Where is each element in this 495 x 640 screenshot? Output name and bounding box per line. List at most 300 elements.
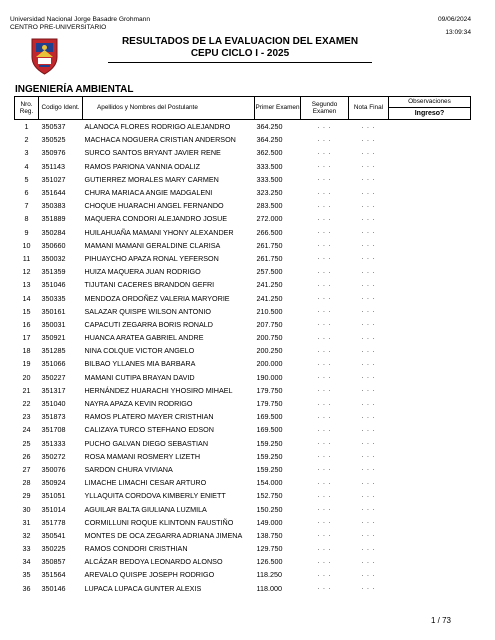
cell-segundo-examen: . . .: [317, 506, 332, 513]
cell-primer-examen: 333.500: [256, 161, 283, 171]
table-row: [15, 318, 471, 331]
cell-primer-examen: 241.250: [256, 280, 283, 290]
cell-segundo-examen: . . .: [317, 532, 332, 539]
cell-primer-examen: 257.500: [256, 267, 283, 277]
table-row: [15, 239, 471, 252]
cell-nota-final: . . .: [361, 519, 376, 526]
cell-nota-final: . . .: [361, 453, 376, 460]
cell-codigo: 351873: [41, 412, 66, 422]
cell-codigo: 351889: [41, 214, 66, 224]
cell-nro: 35: [22, 570, 31, 580]
cell-codigo: 351040: [41, 399, 66, 409]
cell-primer-examen: 159.250: [256, 438, 283, 448]
cell-observaciones: [389, 555, 471, 568]
cell-nombre: SALAZAR QUISPE WILSON ANTONIO: [84, 306, 211, 316]
cell-segundo-examen: . . .: [317, 321, 332, 328]
cell-codigo: 351285: [41, 346, 66, 356]
cell-segundo-examen: . . .: [317, 334, 332, 341]
cell-nombre: YLLAQUITA CORDOVA KIMBERLY ENIETT: [84, 491, 226, 501]
cell-observaciones: [389, 305, 471, 318]
cell-primer-examen: 272.000: [256, 214, 283, 224]
cell-nombre: SARDON CHURA VIVIANA: [84, 464, 173, 474]
cell-nro: 24: [22, 425, 31, 435]
cell-observaciones: [389, 199, 471, 212]
cell-nombre: MACHACA NOGUERA CRISTIAN ANDERSON: [84, 135, 236, 145]
cell-nro: 21: [22, 385, 31, 395]
cell-nombre: HUANCA ARATEA GABRIEL ANDRE: [84, 333, 204, 343]
cell-nro: 25: [22, 438, 31, 448]
column-header-segundo: Segundo Examen: [301, 97, 349, 120]
cell-nota-final: . . .: [361, 123, 376, 130]
cell-segundo-examen: . . .: [317, 374, 332, 381]
cell-observaciones: [389, 278, 471, 291]
cell-nombre: SURCO SANTOS BRYANT JAVIER RENE: [84, 148, 221, 158]
cell-segundo-examen: . . .: [317, 400, 332, 407]
cell-observaciones: [389, 516, 471, 529]
cell-nota-final: . . .: [361, 360, 376, 367]
cell-primer-examen: 364.250: [256, 122, 283, 132]
cell-primer-examen: 283.500: [256, 201, 283, 211]
table-row: [15, 529, 471, 542]
table-row: [15, 463, 471, 476]
cell-codigo: 351359: [41, 267, 66, 277]
cell-nombre: PIHUAYCHO APAZA RONAL YEFERSON: [84, 253, 219, 263]
cell-primer-examen: 179.750: [256, 399, 283, 409]
cell-nro: 30: [22, 504, 31, 514]
cell-nombre: TIJUTANI CACERES BRANDON GEFRI: [84, 280, 215, 290]
cell-nombre: HERNÁNDEZ HUARACHI YHOSIRO MIHAEL: [84, 385, 233, 395]
cell-nota-final: . . .: [361, 374, 376, 381]
cell-segundo-examen: . . .: [317, 453, 332, 460]
cell-primer-examen: 159.250: [256, 464, 283, 474]
cell-nota-final: . . .: [361, 215, 376, 222]
table-row: [15, 397, 471, 410]
cell-segundo-examen: . . .: [317, 308, 332, 315]
cell-nombre: HUILAHUAÑA MAMANI YHONY ALEXANDER: [84, 227, 234, 237]
cell-nota-final: . . .: [361, 229, 376, 236]
cell-observaciones: [389, 397, 471, 410]
cell-nro: 33: [22, 544, 31, 554]
cell-segundo-examen: . . .: [317, 149, 332, 156]
column-header-primer: Primer Examen: [255, 97, 301, 120]
cell-observaciones: [389, 331, 471, 344]
table-row: [15, 212, 471, 225]
cell-nro: 6: [24, 188, 29, 198]
cell-nota-final: . . .: [361, 387, 376, 394]
cell-segundo-examen: . . .: [317, 571, 332, 578]
cell-codigo: 351066: [41, 359, 66, 369]
cell-nombre: AREVALO QUISPE JOSEPH RODRIGO: [84, 570, 215, 580]
table-row: [15, 502, 471, 515]
table-row: [15, 146, 471, 159]
cell-nro: 15: [22, 306, 31, 316]
cell-nro: 34: [22, 557, 31, 567]
table-header-row: [15, 97, 471, 120]
cell-nro: 22: [22, 399, 31, 409]
column-header-observaciones: [389, 97, 471, 120]
cell-segundo-examen: . . .: [317, 545, 332, 552]
cell-segundo-examen: . . .: [317, 387, 332, 394]
cell-nro: 5: [24, 174, 29, 184]
table-row: [15, 133, 471, 146]
cell-nro: 9: [24, 227, 29, 237]
cell-observaciones: [389, 265, 471, 278]
cell-nombre: HUIZA MAQUERA JUAN RODRIGO: [84, 267, 201, 277]
cell-codigo: 350335: [41, 293, 66, 303]
cell-codigo: 350525: [41, 135, 66, 145]
cell-primer-examen: 179.750: [256, 385, 283, 395]
results-table: [14, 96, 471, 595]
cell-nro: 11: [22, 253, 31, 263]
cell-observaciones: [389, 410, 471, 423]
cell-primer-examen: 169.500: [256, 425, 283, 435]
cell-codigo: 351333: [41, 438, 66, 448]
cell-observaciones: [389, 226, 471, 239]
cell-segundo-examen: . . .: [317, 466, 332, 473]
cell-observaciones: [389, 450, 471, 463]
cell-segundo-examen: . . .: [317, 281, 332, 288]
cell-nota-final: . . .: [361, 281, 376, 288]
cell-nro: 19: [22, 359, 31, 369]
cell-codigo: 351014: [41, 504, 66, 514]
table-row: [15, 291, 471, 304]
cell-observaciones: [389, 120, 471, 134]
cell-nro: 18: [22, 346, 31, 356]
institution-header: [10, 16, 150, 32]
table-row: [15, 226, 471, 239]
cell-nota-final: . . .: [361, 255, 376, 262]
cell-nombre: AGUILAR BALTA GIULIANA LUZMILA: [84, 504, 207, 514]
cell-codigo: 351143: [41, 161, 65, 171]
cell-codigo: 350272: [41, 451, 66, 461]
cell-nro: 32: [22, 530, 31, 540]
report-time: 13:09:34: [445, 29, 471, 36]
cell-segundo-examen: . . .: [317, 189, 332, 196]
cell-nro: 23: [22, 412, 31, 422]
cell-codigo: 351778: [41, 517, 66, 527]
cell-nro: 28: [22, 478, 31, 488]
cell-nota-final: . . .: [361, 479, 376, 486]
cell-nota-final: . . .: [361, 400, 376, 407]
cell-nota-final: . . .: [361, 426, 376, 433]
cell-codigo: 351046: [41, 280, 66, 290]
table-row: [15, 305, 471, 318]
cell-nota-final: . . .: [361, 321, 376, 328]
cell-segundo-examen: . . .: [317, 413, 332, 420]
cell-nombre: CHOQUE HUARACHI ANGEL FERNANDO: [84, 201, 224, 211]
cell-primer-examen: 364.250: [256, 135, 283, 145]
cell-nota-final: . . .: [361, 347, 376, 354]
page-indicator: 1 / 73: [430, 616, 451, 625]
cell-primer-examen: 118.250: [256, 570, 282, 580]
cell-observaciones: [389, 568, 471, 581]
cell-nota-final: . . .: [361, 545, 376, 552]
cell-segundo-examen: . . .: [317, 163, 332, 170]
cell-nota-final: . . .: [361, 506, 376, 513]
cell-nombre: RAMOS PARIONA VANNIA ODALIZ: [84, 161, 201, 171]
cell-nombre: CAPACUTI ZEGARRA BORIS RONALD: [84, 319, 213, 329]
cell-nro: 10: [22, 240, 31, 250]
cell-observaciones: [389, 476, 471, 489]
cell-observaciones: [389, 318, 471, 331]
cell-observaciones: [389, 423, 471, 436]
cell-codigo: 350857: [41, 557, 66, 567]
university-name: Universidad Nacional Jorge Basadre Grohmann: [10, 16, 151, 23]
table-row: [15, 278, 471, 291]
cell-nro: 2: [24, 135, 29, 145]
table-row: [15, 516, 471, 529]
cell-primer-examen: 333.500: [256, 174, 283, 184]
cell-primer-examen: 129.750: [256, 544, 283, 554]
cell-primer-examen: 200.250: [256, 346, 283, 356]
cell-nota-final: . . .: [361, 189, 376, 196]
cell-primer-examen: 152.750: [256, 491, 283, 501]
cell-segundo-examen: . . .: [317, 426, 332, 433]
cell-nombre: ALCÁZAR BEDOYA LEONARDO ALONSO: [84, 557, 223, 567]
cell-codigo: 350225: [41, 544, 66, 554]
column-header-codigo: Codigo Ident.: [39, 97, 83, 120]
cell-primer-examen: 200.750: [256, 333, 283, 343]
cell-nota-final: . . .: [361, 242, 376, 249]
cell-nro: 12: [22, 267, 31, 277]
cell-codigo: 350146: [41, 583, 66, 593]
cell-codigo: 350537: [41, 122, 66, 132]
table-row: [15, 357, 471, 370]
cell-codigo: 351317: [41, 385, 66, 395]
cell-observaciones: [389, 212, 471, 225]
page-subtitle: CEPU CICLO I - 2025: [190, 48, 290, 59]
cell-nro: 17: [22, 333, 31, 343]
cell-observaciones: [389, 437, 471, 450]
cell-nro: 16: [22, 319, 31, 329]
table-row: [15, 265, 471, 278]
table-row: [15, 582, 471, 595]
cell-nro: 20: [22, 372, 31, 382]
cell-nota-final: . . .: [361, 558, 376, 565]
cell-primer-examen: 126.500: [256, 557, 283, 567]
table-row: [15, 423, 471, 436]
cell-nota-final: . . .: [361, 413, 376, 420]
cell-nota-final: . . .: [361, 295, 376, 302]
cell-codigo: 350924: [41, 478, 66, 488]
table-row: [15, 410, 471, 423]
table-row: [15, 331, 471, 344]
cell-segundo-examen: . . .: [317, 268, 332, 275]
cell-primer-examen: 241.250: [256, 293, 283, 303]
cell-primer-examen: 190.000: [256, 372, 283, 382]
cell-nro: 36: [22, 583, 31, 593]
cell-nota-final: . . .: [361, 149, 376, 156]
cell-observaciones: [389, 463, 471, 476]
cell-nota-final: . . .: [361, 136, 376, 143]
cell-observaciones: [389, 529, 471, 542]
cell-observaciones: [389, 384, 471, 397]
cell-nombre: MAQUERA CONDORI ALEJANDRO JOSUE: [84, 214, 228, 224]
cell-primer-examen: 362.500: [256, 148, 283, 158]
cell-codigo: 351564: [41, 570, 66, 580]
cell-nota-final: . . .: [361, 440, 376, 447]
cell-nombre: MAMANI CUTIPA BRAYAN DAVID: [84, 372, 195, 382]
cell-observaciones: [389, 542, 471, 555]
table-row: [15, 384, 471, 397]
cell-segundo-examen: . . .: [317, 440, 332, 447]
cell-segundo-examen: . . .: [317, 123, 332, 130]
column-header-ingreso: Ingreso?: [414, 109, 445, 117]
cell-codigo: 350976: [41, 148, 66, 158]
cell-primer-examen: 138.750: [256, 530, 283, 540]
cell-nro: 14: [22, 293, 31, 303]
page-title: RESULTADOS DE LA EVALUACION DEL EXAMEN: [121, 36, 359, 47]
university-logo-icon: [28, 35, 61, 75]
cell-nota-final: . . .: [361, 334, 376, 341]
cell-nro: 29: [22, 491, 31, 501]
cell-segundo-examen: . . .: [317, 519, 332, 526]
cell-observaciones: [389, 160, 471, 173]
cell-segundo-examen: . . .: [317, 229, 332, 236]
cell-nombre: MENDOZA ORDOÑEZ VALERIA MARYORIE: [84, 293, 230, 303]
table-row: [15, 344, 471, 357]
table-row: [15, 186, 471, 199]
cell-nota-final: . . .: [361, 268, 376, 275]
cell-segundo-examen: . . .: [317, 558, 332, 565]
title-divider: [108, 62, 372, 63]
cell-observaciones: [389, 146, 471, 159]
cell-observaciones: [389, 173, 471, 186]
cell-codigo: 350660: [41, 240, 66, 250]
cell-segundo-examen: . . .: [317, 136, 332, 143]
cell-codigo: 350541: [41, 530, 66, 540]
cell-segundo-examen: . . .: [317, 479, 332, 486]
cell-observaciones: [389, 357, 471, 370]
cell-nota-final: . . .: [361, 492, 376, 499]
cell-nombre: LUPACA LUPACA GUNTER ALEXIS: [84, 583, 202, 593]
cell-primer-examen: 159.250: [256, 451, 283, 461]
cell-observaciones: [389, 489, 471, 502]
table-row: [15, 450, 471, 463]
cell-primer-examen: 169.500: [256, 412, 283, 422]
table-row: [15, 120, 471, 134]
cell-primer-examen: 154.000: [256, 478, 283, 488]
cell-primer-examen: 118.000: [256, 583, 282, 593]
cell-nombre: NINA COLQUE VICTOR ANGELO: [84, 346, 195, 356]
cell-nombre: LIMACHE LIMACHI CESAR ARTURO: [84, 478, 207, 488]
cell-segundo-examen: . . .: [317, 215, 332, 222]
cell-nombre: MAMANI MAMANI GERALDINE CLARISA: [84, 240, 221, 250]
cell-nombre: CALIZAYA TURCO STEFHANO EDSON: [84, 425, 214, 435]
cell-nro: 26: [22, 451, 31, 461]
cell-observaciones: [389, 502, 471, 515]
cell-nota-final: . . .: [361, 202, 376, 209]
cell-codigo: 351051: [41, 491, 66, 501]
cell-nombre: RAMOS PLATERO MAYER CRISTHIAN: [84, 412, 214, 422]
cell-nro: 8: [24, 214, 29, 224]
cell-nombre: ALANOCA FLORES RODRIGO ALEJANDRO: [84, 122, 231, 132]
cell-primer-examen: 210.500: [256, 306, 283, 316]
cell-observaciones: [389, 371, 471, 384]
column-header-nombre: Apellidos y Nombres del Postulante: [83, 97, 255, 120]
table-row: [15, 476, 471, 489]
table-row: [15, 173, 471, 186]
cell-segundo-examen: . . .: [317, 347, 332, 354]
cell-nota-final: . . .: [361, 466, 376, 473]
table-row: [15, 252, 471, 265]
cell-nro: 1: [24, 122, 29, 132]
cell-nombre: ROSA MAMANI ROSMERY LIZETH: [84, 451, 201, 461]
cell-nro: 7: [24, 201, 29, 211]
cell-observaciones: [389, 252, 471, 265]
cell-primer-examen: 323.250: [256, 188, 283, 198]
cell-primer-examen: 266.500: [256, 227, 283, 237]
cell-nota-final: . . .: [361, 585, 376, 592]
cell-primer-examen: 200.000: [256, 359, 283, 369]
cell-nro: 31: [22, 517, 31, 527]
cell-segundo-examen: . . .: [317, 176, 332, 183]
table-row: [15, 199, 471, 212]
table-row: [15, 371, 471, 384]
career-name: INGENIERÍA AMBIENTAL: [15, 84, 134, 95]
cell-primer-examen: 261.750: [256, 240, 283, 250]
cell-primer-examen: 207.750: [256, 319, 283, 329]
cell-nro: 4: [24, 161, 29, 171]
table-row: [15, 489, 471, 502]
cell-codigo: 350284: [41, 227, 66, 237]
cell-nombre: GUTIERREZ MORALES MARY CARMEN: [84, 174, 219, 184]
cell-codigo: 350032: [41, 253, 66, 263]
cell-nombre: PUCHO GALVAN DIEGO SEBASTIAN: [84, 438, 209, 448]
cell-observaciones: [389, 582, 471, 595]
cell-codigo: 350383: [41, 201, 66, 211]
cell-nro: 13: [22, 280, 31, 290]
cell-segundo-examen: . . .: [317, 255, 332, 262]
cell-observaciones: [389, 239, 471, 252]
cell-nota-final: . . .: [361, 308, 376, 315]
cell-nombre: RAMOS CONDORI CRISTHIAN: [84, 544, 188, 554]
cell-nota-final: . . .: [361, 163, 376, 170]
cell-segundo-examen: . . .: [317, 242, 332, 249]
cell-nota-final: . . .: [361, 176, 376, 183]
column-header-observaciones-label: Observaciones: [389, 97, 470, 107]
cell-primer-examen: 261.750: [256, 253, 283, 263]
cell-nro: 27: [22, 464, 31, 474]
cell-nro: 3: [24, 148, 29, 158]
cell-observaciones: [389, 133, 471, 146]
cell-nombre: MONTES DE OCA ZEGARRA ADRIANA JIMENA: [84, 530, 243, 540]
cell-segundo-examen: . . .: [317, 585, 332, 592]
cell-codigo: 351708: [41, 425, 66, 435]
table-row: [15, 542, 471, 555]
column-header-nro: Nro. Reg.: [15, 97, 39, 120]
table-row: [15, 568, 471, 581]
center-name: CENTRO PRE-UNIVERSITARIO: [10, 24, 107, 32]
cell-nombre: BILBAO YLLANES MIA BARBARA: [84, 359, 196, 369]
cell-nota-final: . . .: [361, 571, 376, 578]
cell-nombre: CHURA MARIACA ANGIE MADGALENI: [84, 188, 213, 198]
cell-observaciones: [389, 186, 471, 199]
table-row: [15, 160, 471, 173]
report-date: 09/06/2024: [437, 16, 471, 23]
cell-codigo: 350076: [41, 464, 66, 474]
cell-segundo-examen: . . .: [317, 360, 332, 367]
cell-segundo-examen: . . .: [317, 295, 332, 302]
cell-codigo: 350227: [41, 372, 66, 382]
cell-primer-examen: 150.250: [256, 504, 283, 514]
cell-nombre: CORMILLUNI ROQUE KLINTONN FAUSTIÑO: [84, 517, 234, 527]
cell-codigo: 351027: [41, 174, 66, 184]
column-header-nota: Nota Final: [349, 97, 389, 120]
cell-segundo-examen: . . .: [317, 492, 332, 499]
cell-observaciones: [389, 291, 471, 304]
cell-nombre: NAYRA APAZA KEVIN RODRIGO: [84, 399, 193, 409]
